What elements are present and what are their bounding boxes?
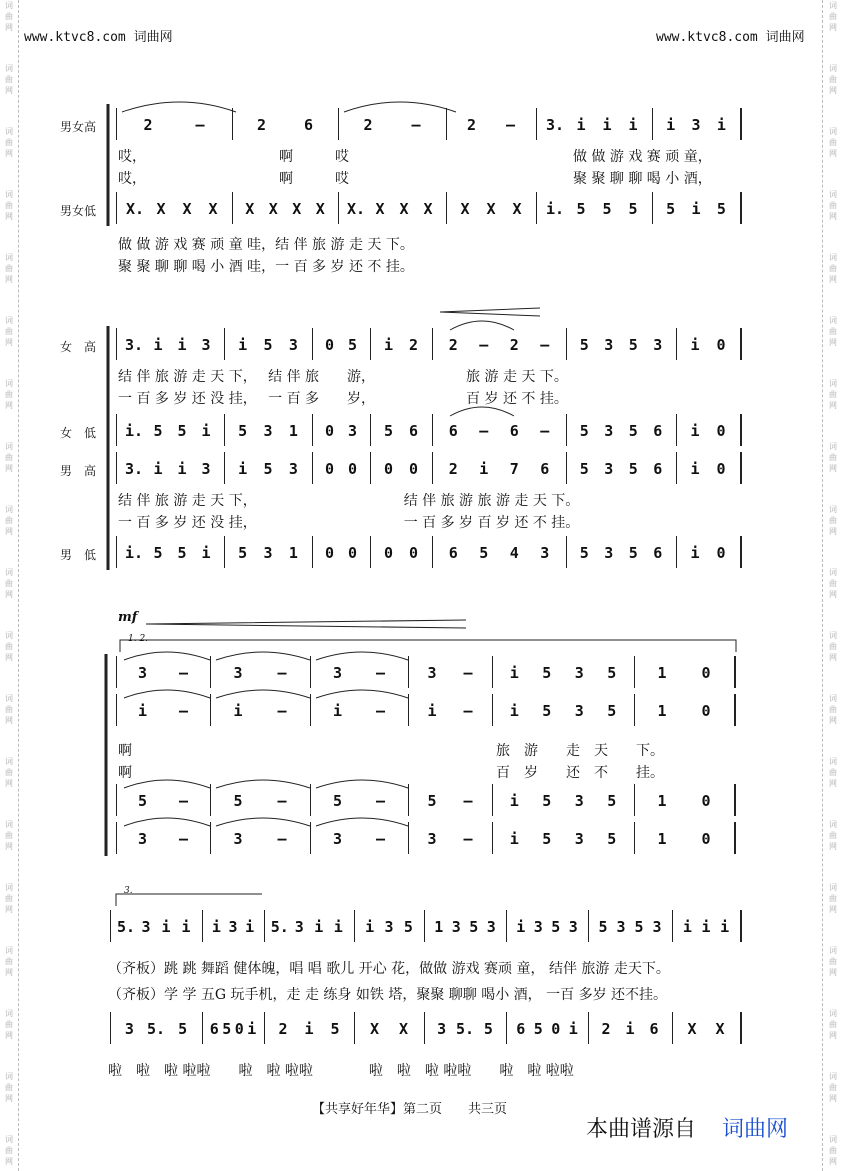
source-brand[interactable]: 词曲网: [722, 1117, 789, 1142]
note: –: [178, 702, 189, 720]
lyric-line: 哎， 啊 哎 做 做 游 戏 赛 顽 童，: [118, 149, 712, 165]
note: 3: [288, 336, 298, 354]
note: 3: [486, 918, 496, 936]
note: 3: [427, 664, 437, 682]
volta-3: 3.: [124, 886, 133, 896]
note: 5: [579, 422, 589, 440]
note: 5: [347, 336, 358, 354]
note: 0: [383, 544, 394, 562]
part-label: 女 低: [60, 426, 97, 440]
note: 5: [542, 792, 552, 810]
volta-1-2: 1. 2.: [128, 634, 149, 644]
note: i: [201, 544, 211, 562]
lyric-line: 哎， 啊 哎 聚 聚 聊 聊 喝 小 酒，: [118, 171, 712, 187]
note: i.: [124, 544, 144, 562]
watermark-text: 词 曲 网: [5, 883, 13, 914]
note: 0: [701, 792, 711, 810]
note: i: [516, 918, 526, 936]
note: 1: [657, 702, 667, 720]
note: i: [333, 918, 343, 936]
note: 5: [469, 918, 479, 936]
lyric-line: 啊: [118, 743, 132, 759]
lyric-line: 啊: [118, 765, 132, 781]
note: –: [178, 664, 189, 682]
note: i: [690, 422, 700, 440]
note: 3: [332, 830, 343, 848]
note: 2: [448, 336, 458, 354]
note: –: [505, 116, 516, 134]
note: 3: [691, 116, 701, 134]
note: 5: [607, 792, 617, 810]
watermark-text: 词 曲 网: [829, 127, 837, 158]
watermark-text: 词 曲 网: [5, 127, 13, 158]
note: 5: [177, 422, 187, 440]
note: 3: [574, 664, 584, 682]
note: 0: [701, 664, 711, 682]
note: 5: [607, 702, 617, 720]
note: i: [332, 702, 343, 720]
note: 3: [437, 1020, 447, 1038]
note: i: [137, 702, 148, 720]
note: 0: [716, 422, 726, 440]
note: 0: [716, 336, 726, 354]
part-label: 女 高: [60, 340, 97, 354]
watermark-text: 词 曲 网: [5, 694, 13, 725]
note: 5: [542, 702, 552, 720]
note: 0: [324, 460, 335, 478]
lyric-line: 一 百 多 岁 还 没 挂， 一 百 多 岁 百 岁 还 不 挂。: [118, 515, 580, 531]
watermark-text: 词 曲 网: [5, 64, 13, 95]
note: 3: [263, 544, 273, 562]
note: 5: [628, 336, 638, 354]
note: –: [463, 702, 473, 720]
note: X: [315, 200, 325, 218]
note: X: [512, 200, 522, 218]
dynamic-mark: mf: [118, 610, 138, 625]
part-label: 男 低: [60, 548, 97, 562]
note: 2: [466, 116, 477, 134]
note: 5: [383, 422, 394, 440]
note: i: [427, 702, 437, 720]
note: 5: [403, 918, 413, 936]
note: 2: [278, 1020, 288, 1038]
note: 1: [657, 792, 667, 810]
note: 0: [347, 460, 358, 478]
note: 3.: [124, 336, 144, 354]
watermark-text: 词 曲 网: [5, 190, 13, 221]
note: i: [238, 460, 248, 478]
note: 5: [607, 830, 617, 848]
note: 0: [324, 336, 335, 354]
watermark-text: 词 曲 网: [829, 820, 837, 851]
watermark-text: 词 曲 网: [829, 757, 837, 788]
note: 3: [574, 702, 584, 720]
note: –: [277, 792, 287, 810]
note: i: [701, 918, 711, 936]
note: –: [178, 792, 189, 810]
part-label: 男女高: [60, 120, 97, 134]
lyric-line: 一 百 多 岁 还 没 挂， 一 百 多 岁， 百 岁 还 不 挂。: [118, 391, 568, 407]
note: 3: [451, 918, 461, 936]
note: i: [181, 918, 191, 936]
watermark-text: 词 曲 网: [829, 631, 837, 662]
note: 0: [408, 460, 419, 478]
note: 2: [363, 116, 373, 134]
source-prefix: 本曲谱源自: [586, 1117, 697, 1142]
page-footer: 【共享好年华】第二页 共三页: [312, 1102, 508, 1117]
note: X: [423, 200, 433, 218]
note: 3: [604, 422, 614, 440]
note: X: [369, 1020, 380, 1038]
note: 2: [448, 460, 458, 478]
note: i: [177, 460, 187, 478]
note: i: [568, 1020, 578, 1038]
note: –: [375, 702, 386, 720]
note: 3: [233, 830, 243, 848]
watermark-text: 词 曲 网: [829, 505, 837, 536]
note: 2: [143, 116, 153, 134]
note: X: [399, 200, 409, 218]
note: X: [292, 200, 302, 218]
note: 5: [598, 918, 608, 936]
watermark-text: 词 曲 网: [829, 442, 837, 473]
note: 5: [628, 544, 638, 562]
note: 5: [177, 544, 187, 562]
note: 3: [533, 918, 543, 936]
note: 3: [288, 460, 298, 478]
note: i: [365, 918, 375, 936]
note: 0: [551, 1020, 561, 1038]
note: 2: [256, 116, 267, 134]
note: 2: [601, 1020, 611, 1038]
note: i: [233, 702, 243, 720]
note: X: [182, 200, 192, 218]
note: 3: [616, 918, 626, 936]
note: 6: [448, 544, 458, 562]
note: –: [463, 792, 473, 810]
note: 3: [604, 544, 614, 562]
note: i: [509, 792, 519, 810]
note: 5: [263, 460, 273, 478]
note: X: [486, 200, 496, 218]
watermark-text: 词 曲 网: [5, 316, 13, 347]
note: –: [463, 664, 473, 682]
note: 3.: [545, 116, 565, 134]
note: 3: [568, 918, 578, 936]
note: i: [690, 544, 700, 562]
note: 3.: [124, 460, 144, 478]
note: 3: [294, 918, 304, 936]
note: –: [411, 116, 421, 134]
note: 6: [509, 422, 519, 440]
note: i: [716, 116, 726, 134]
note: 5.: [116, 918, 136, 936]
lyric-line: 做 做 游 戏 赛 顽 童 哇，结 伴 旅 游 走 天 下。: [118, 237, 414, 253]
note: 5: [263, 336, 273, 354]
note: 6: [209, 1020, 219, 1038]
note: 3: [574, 792, 584, 810]
note: 3: [347, 422, 358, 440]
note: i: [238, 336, 248, 354]
note: i: [314, 918, 324, 936]
note: –: [463, 830, 473, 848]
note: 5: [542, 664, 552, 682]
note: 3: [137, 830, 148, 848]
lyric-line: 结 伴 旅 游 走 天 下， 结 伴 旅 游， 旅 游 走 天 下。: [118, 369, 568, 385]
note: 5: [628, 460, 638, 478]
note: 3: [141, 918, 151, 936]
watermark-text: 词 曲 网: [829, 64, 837, 95]
note: 5: [153, 422, 163, 440]
note: 6: [653, 460, 663, 478]
note: 0: [383, 460, 394, 478]
note: 5: [222, 1020, 232, 1038]
note: 3: [137, 664, 148, 682]
note: i: [691, 200, 701, 218]
note: i.: [545, 200, 565, 218]
note: 5.: [146, 1020, 166, 1038]
watermark-text: 词 曲 网: [5, 505, 13, 536]
note: X: [687, 1020, 697, 1038]
note: 3: [604, 336, 614, 354]
note: 5: [479, 544, 489, 562]
note: 3: [653, 336, 663, 354]
watermark-text: 词 曲 网: [829, 1009, 837, 1040]
note: X: [245, 200, 255, 218]
lyric-line: 结 伴 旅 游 走 天 下， 结 伴 旅 游 旅 游 走 天 下。: [118, 493, 580, 509]
note: 1: [288, 544, 298, 562]
note: 6: [649, 1020, 659, 1038]
note: 4: [509, 544, 519, 562]
note: 6: [448, 422, 458, 440]
note: 5: [542, 830, 552, 848]
note: 0: [324, 544, 335, 562]
watermark-text: 词 曲 网: [829, 883, 837, 914]
note: i: [682, 918, 692, 936]
note: 5.: [455, 1020, 475, 1038]
note: 3: [384, 918, 394, 936]
note: 5: [607, 664, 617, 682]
watermark-text: 词 曲 网: [5, 442, 13, 473]
note: 3: [332, 664, 343, 682]
note: 1: [288, 422, 298, 440]
note: 3: [652, 918, 662, 936]
note: 6: [540, 460, 550, 478]
note: 5: [666, 200, 676, 218]
note: –: [277, 702, 287, 720]
note: 5: [233, 792, 243, 810]
note: X: [460, 200, 470, 218]
watermark-text: 词 曲 网: [5, 1, 13, 32]
watermark-text: 词 曲 网: [5, 1135, 13, 1166]
note: 5: [137, 792, 148, 810]
note: 5: [579, 336, 589, 354]
note: 6: [653, 544, 663, 562]
note: i: [628, 116, 638, 134]
note: i: [479, 460, 489, 478]
watermark-text: 词 曲 网: [829, 316, 837, 347]
note: i: [602, 116, 612, 134]
note: i: [304, 1020, 314, 1038]
note: i: [211, 918, 221, 936]
note: 5: [716, 200, 726, 218]
note: 3: [574, 830, 584, 848]
note: 5: [332, 792, 343, 810]
note: –: [178, 830, 189, 848]
note: 6: [653, 422, 663, 440]
watermark-text: 词 曲 网: [5, 946, 13, 977]
note: 3: [201, 460, 211, 478]
watermark-text: 词 曲 网: [829, 1135, 837, 1166]
note: 5.: [270, 918, 289, 936]
note: i: [153, 460, 163, 478]
note: i: [720, 918, 730, 936]
note: 0: [716, 544, 726, 562]
note: 3: [233, 664, 243, 682]
note: 6: [516, 1020, 526, 1038]
note: 0: [347, 544, 358, 562]
note: 5: [579, 544, 589, 562]
note: 0: [716, 460, 726, 478]
note: –: [540, 336, 550, 354]
note: 3: [427, 830, 437, 848]
note: i: [245, 918, 255, 936]
note: 5: [483, 1020, 493, 1038]
note: 5: [634, 918, 644, 936]
note: 0: [408, 544, 419, 562]
part-label: 男 高: [60, 464, 97, 478]
note: 5: [238, 544, 248, 562]
note: 5: [178, 1020, 188, 1038]
note: 2: [408, 336, 419, 354]
note: 1: [657, 830, 667, 848]
lyric-line: 百 岁 还 不 挂。: [496, 765, 664, 781]
note: 3: [228, 918, 238, 936]
note: 5: [330, 1020, 340, 1038]
note: i: [509, 830, 519, 848]
note: 5: [238, 422, 248, 440]
note: i.: [124, 422, 144, 440]
note: 5: [579, 460, 589, 478]
note: X.: [346, 200, 366, 218]
note: 5: [602, 200, 612, 218]
note: 5: [551, 918, 561, 936]
lyric-line: 啦 啦 啦 啦啦 啦 啦 啦啦 啦 啦 啦 啦啦 啦 啦 啦啦: [108, 1063, 574, 1079]
watermark-text: 词 曲 网: [5, 1072, 13, 1103]
note: 5: [628, 200, 638, 218]
note: 6: [303, 116, 314, 134]
note: i: [666, 116, 676, 134]
note: X: [156, 200, 166, 218]
watermark-text: 词 曲 网: [829, 1072, 837, 1103]
note: i: [161, 918, 171, 936]
note: 3: [604, 460, 614, 478]
note: 3: [124, 1020, 134, 1038]
note: –: [277, 664, 287, 682]
note: X: [375, 200, 385, 218]
watermark-text: 词 曲 网: [5, 820, 13, 851]
watermark-text: 词 曲 网: [829, 253, 837, 284]
note: i: [177, 336, 187, 354]
note: i: [576, 116, 586, 134]
note: –: [375, 792, 386, 810]
note: 2: [509, 336, 519, 354]
note: 5: [533, 1020, 543, 1038]
note: 3: [263, 422, 273, 440]
note: 1: [434, 918, 444, 936]
note: 1: [657, 664, 667, 682]
watermark-text: 词 曲 网: [829, 946, 837, 977]
note: 5: [427, 792, 437, 810]
lyric-line: 旅 游 走 天 下。: [496, 743, 664, 759]
lyric-line: （齐板）学 学 五G 玩手机，走 走 练身 如铁 塔，聚聚 聊聊 喝小 酒， 一百 多岁 还不挂。: [108, 987, 668, 1003]
part-label: 男女低: [60, 204, 97, 218]
note: 5: [153, 544, 163, 562]
watermark-text: 词 曲 网: [829, 379, 837, 410]
note: 0: [234, 1020, 244, 1038]
watermark-text: 词 曲 网: [829, 694, 837, 725]
watermark-text: 词 曲 网: [829, 568, 837, 599]
note: –: [375, 830, 386, 848]
note: 3: [540, 544, 550, 562]
watermark-text: 词 曲 网: [5, 631, 13, 662]
note: X: [398, 1020, 409, 1038]
watermark-text: 词 曲 网: [5, 757, 13, 788]
note: i: [625, 1020, 635, 1038]
watermark-text: 词 曲 网: [5, 1009, 13, 1040]
note: i: [247, 1020, 257, 1038]
note: X.: [125, 200, 145, 218]
watermark-text: 词 曲 网: [829, 1, 837, 32]
note: 0: [701, 830, 711, 848]
note: 0: [701, 702, 711, 720]
note: i: [153, 336, 163, 354]
site-url-right[interactable]: www.ktvc8.com 词曲网: [656, 30, 805, 45]
note: i: [690, 460, 700, 478]
watermark-text: 词 曲 网: [829, 190, 837, 221]
note: –: [540, 422, 550, 440]
note: 5: [576, 200, 586, 218]
note: 7: [509, 460, 519, 478]
note: i: [201, 422, 211, 440]
note: i: [690, 336, 700, 354]
note: 6: [408, 422, 419, 440]
note: 5: [628, 422, 638, 440]
note: –: [277, 830, 287, 848]
note: X: [208, 200, 218, 218]
note: –: [479, 422, 489, 440]
lyric-line: （齐板）跳 跳 舞蹈 健体魄，唱 唱 歌儿 开心 花，做做 游戏 赛顽 童， 结伴 旅游 走天下。: [108, 961, 670, 977]
note: X: [715, 1020, 725, 1038]
note: X: [268, 200, 278, 218]
note: i: [509, 664, 519, 682]
note: i: [383, 336, 394, 354]
note: 0: [324, 422, 335, 440]
note: –: [479, 336, 489, 354]
lyric-line: 聚 聚 聊 聊 喝 小 酒 哇，一 百 多 岁 还 不 挂。: [118, 259, 414, 275]
watermark-text: 词 曲 网: [5, 379, 13, 410]
site-url-left[interactable]: www.ktvc8.com 词曲网: [24, 30, 173, 45]
note: 3: [201, 336, 211, 354]
watermark-text: 词 曲 网: [5, 253, 13, 284]
note: –: [195, 116, 205, 134]
note: –: [375, 664, 386, 682]
note: i: [509, 702, 519, 720]
watermark-text: 词 曲 网: [5, 568, 13, 599]
